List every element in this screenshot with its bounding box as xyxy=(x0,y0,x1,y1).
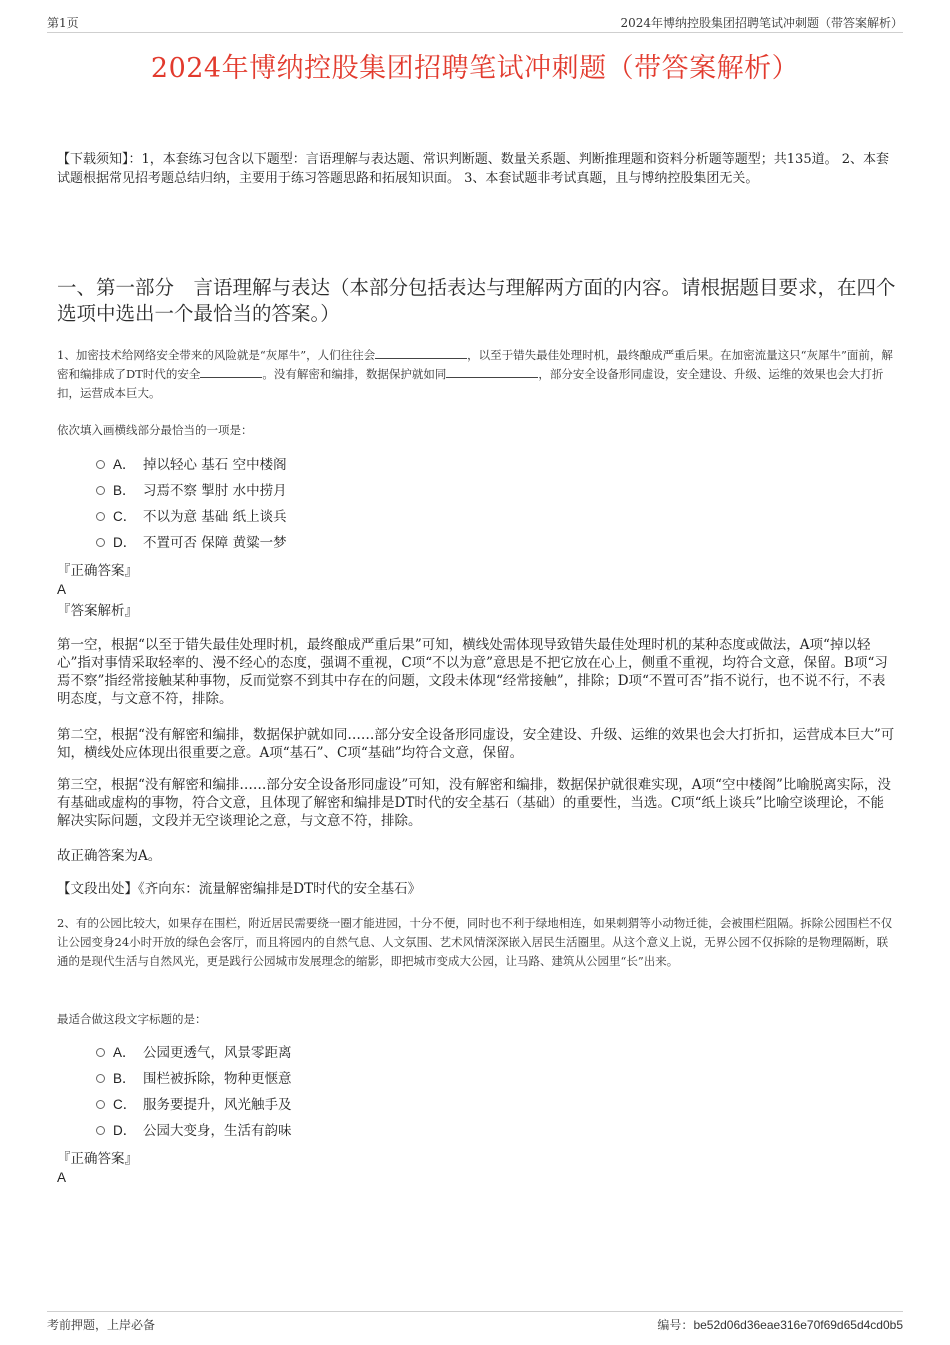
section-heading: 一、第一部分 言语理解与表达（本部分包括表达与理解两方面的内容。请根据题目要求，在四个选项中选出一个最恰当的答案。） xyxy=(57,276,896,325)
radio-icon[interactable] xyxy=(96,538,105,547)
answer-label: 『正确答案』 xyxy=(57,1151,138,1167)
answer-value: A xyxy=(57,582,67,597)
question-1-options xyxy=(96,452,287,556)
question-2-options xyxy=(96,1040,292,1144)
radio-icon[interactable] xyxy=(96,1074,105,1083)
question-2-text: 2、有的公园比较大，如果存在围栏，附近居民需要绕一圈才能进园，十分不便，同时也不利于绿地相连，如果刺猬等小动物迁徙，会被围栏阻隔。拆除公园围栏不仅让公园变身24小时开放的绿色会客厅，而且将园内的自然气息、人文氛围、艺术风情深深嵌入居民生活圈里。从这个意义上说，无界公园不仅拆除的是物理隔断，联通的是现代生活与自然风光，更是践行公园城市发展理念的缩影，即把城市变成大公园，让马路、建筑从公园里“长”出来。 xyxy=(57,916,893,968)
question-2-prompt: 最适合做这段文字标题的是： xyxy=(57,1012,207,1026)
option-c[interactable]: C． 不以为意 基础 纸上谈兵 xyxy=(96,504,287,530)
option-a[interactable]: A． 掉以轻心 基石 空中楼阁 xyxy=(96,452,287,478)
option-b[interactable]: B． 习焉不察 掣肘 水中捞月 xyxy=(96,478,287,504)
source-citation: 【文段出处】《齐向东：流量解密编排是DT时代的安全基石》 xyxy=(57,881,422,897)
radio-icon[interactable] xyxy=(96,512,105,521)
footer-slogan: 考前押题，上岸必备 xyxy=(47,1318,156,1332)
page-number: 第1页 xyxy=(47,16,79,30)
blank-2 xyxy=(200,365,262,378)
download-notice: 【下载须知】：1，本套练习包含以下题型：言语理解与表达题、常识判断题、数量关系题、判断推理题和资料分析题等题型；共135道。 2、本套试题根据常见招考题总结归纳，主要用于练习答题思路和拓展知识面。 3、本套试题非考试真题，且与博纳控股集团无关。 xyxy=(57,152,889,186)
option-c[interactable]: C． 服务要提升，风光触手及 xyxy=(96,1092,292,1118)
radio-icon[interactable] xyxy=(96,1126,105,1135)
option-b[interactable]: B． 围栏被拆除，物种更惬意 xyxy=(96,1066,292,1092)
page-header xyxy=(47,14,903,33)
analysis-label: 『答案解析』 xyxy=(57,603,138,619)
header-doc-title: 2024年博纳控股集团招聘笔试冲刺题（带答案解析） xyxy=(620,16,903,30)
page-footer xyxy=(47,1311,903,1332)
question-1-text: 1、加密技术给网络安全带来的风险就是“灰犀牛”，人们往往会 ，以至于错失最佳处理时机，最终酿成严重后果。在加密流量这只“灰犀牛”面前，解密和编排成了DT时代的安全 。没有解密和编排，数据保护就如同 ，部分安全设备形同虚设，安全建设、升级、运维的效果也会大打折扣，运营成本巨大。 xyxy=(57,348,893,400)
option-a[interactable]: A． 公园更透气，风景零距离 xyxy=(96,1040,292,1066)
answer-label: 『正确答案』 xyxy=(57,563,138,579)
option-d[interactable]: D． 公园大变身，生活有韵味 xyxy=(96,1118,292,1144)
analysis-conclusion: 故正确答案为A。 xyxy=(57,848,162,864)
radio-icon[interactable] xyxy=(96,486,105,495)
radio-icon[interactable] xyxy=(96,1100,105,1109)
analysis-paragraph: 第一空，根据“以至于错失最佳处理时机，最终酿成严重后果”可知，横线处需体现导致错失最佳处理时机的某种态度或做法，A项“掉以轻心”指对事情采取轻率的、漫不经心的态度，强调不重视，C项“不以为意”意思是不把它放在心上，侧重不重视，均符合文意，保留。B项“习焉不察”指经常接触某种事物，反而觉察不到其中存在的问题，文段未体现“经常接触”，排除；D项“不置可否”指不说行，也不说不行，不表明态度，与文意不符，排除。 xyxy=(57,637,888,707)
radio-icon[interactable] xyxy=(96,460,105,469)
blank-1 xyxy=(375,346,467,359)
analysis-paragraph: 第二空，根据“没有解密和编排，数据保护就如同……部分安全设备形同虚设，安全建设、升级、运维的效果也会大打折扣，运营成本巨大”可知，横线处应体现出很重要之意。A项“基石”、C项“基础”均符合文意，保留。 xyxy=(57,727,895,761)
option-d[interactable]: D． 不置可否 保障 黄粱一梦 xyxy=(96,530,287,556)
analysis-paragraph: 第三空，根据“没有解密和编排……部分安全设备形同虚设”可知，没有解密和编排，数据保护就很难实现，A项“空中楼阁”比喻脱离实际，没有基础或虚构的事物，符合文意，且体现了解密和编排是DT时代的安全基石（基础）的重要性，当选。C项“纸上谈兵”比喻空谈理论，不能解决实际问题，文段并无空谈理论之意，与文意不符，排除。 xyxy=(57,777,891,829)
page-title: 2024年博纳控股集团招聘笔试冲刺题（带答案解析） xyxy=(150,53,800,84)
question-1-prompt: 依次填入画横线部分最恰当的一项是： xyxy=(57,423,253,437)
document-code: 编号：be52d06d36eae316e70f69d65d4cd0b5 xyxy=(657,1318,903,1332)
answer-value: A xyxy=(57,1170,67,1185)
blank-3 xyxy=(446,365,538,378)
radio-icon[interactable] xyxy=(96,1048,105,1057)
